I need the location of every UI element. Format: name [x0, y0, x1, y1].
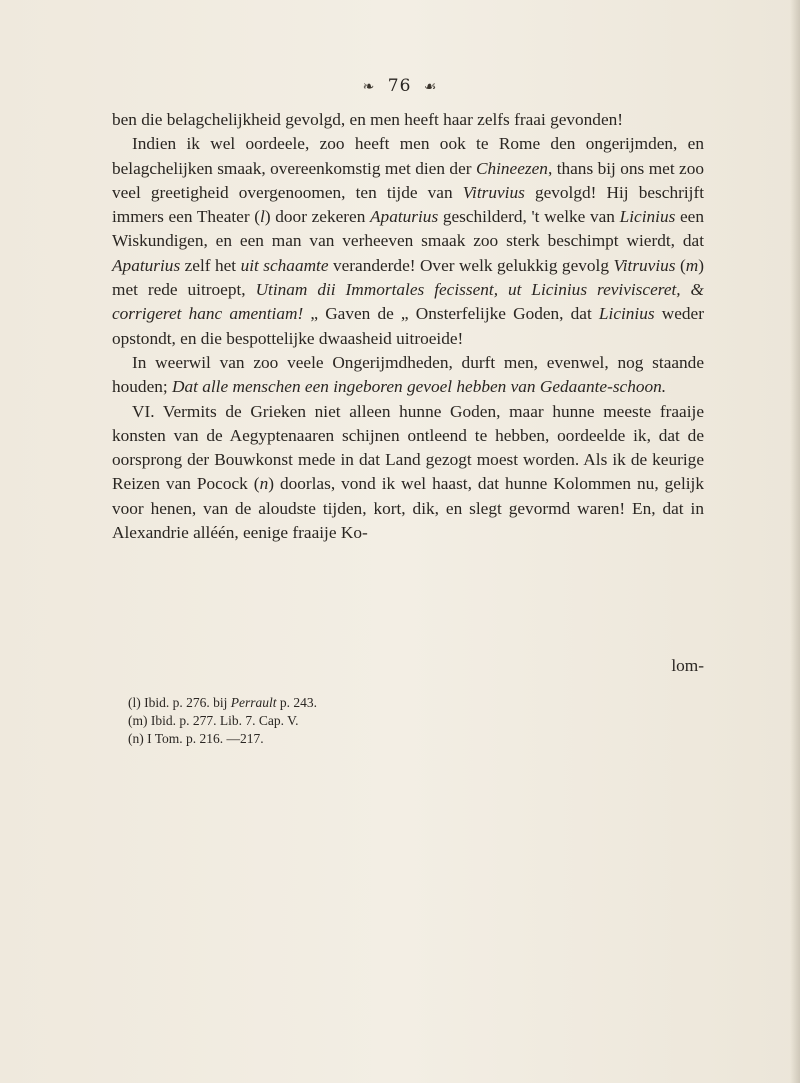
footnote-text: Ibid. p. 276. bij	[140, 695, 231, 710]
text-run: ) door zekeren	[264, 207, 370, 227]
body-text	[112, 108, 704, 545]
italic-text: Vitruvius	[613, 255, 676, 275]
italic-text: Dat alle menschen een ingeboren gevoel hebben van Gedaante-schoon.	[172, 377, 667, 397]
italic-text: l	[260, 207, 265, 227]
paragraph	[112, 400, 704, 546]
text-run: ) met rede uitroept,	[112, 255, 704, 300]
footnote	[128, 694, 688, 712]
text-run: In weerwil van zoo veele Ongerijmdheden, durft men, evenwel, nog staande houden;	[112, 352, 704, 397]
paragraph	[112, 351, 704, 400]
text-run: ben die belagchelijkheid gevolgd, en men heeft haar zelfs fraai gevonden!	[112, 110, 624, 129]
italic-text: Apaturius	[112, 255, 181, 275]
italic-text: Apaturius	[370, 207, 439, 227]
text-run: (	[675, 255, 686, 275]
text-run: geschilderd, 't welke van	[438, 207, 620, 227]
page-header	[0, 76, 800, 96]
ornament-left-icon: ❧	[362, 79, 376, 95]
footnote-text: Ibid. p. 277. Lib. 7. Cap. V.	[147, 713, 299, 728]
italic-text: Licinius	[619, 207, 676, 227]
footnote-mark: (m)	[128, 713, 148, 728]
text-run: ) doorlas, vond ik wel haast, dat hunne Kolommen nu, gelijk voor henen, van de aloudste tijden, kort, dik, en slegt gevormd waren! En, dat in Alexandrie alléén, eenige fraaije Ko-	[112, 474, 704, 543]
text-run: , thans bij ons met zoo veel greetigheid overgenoomen, ten tijde van	[112, 158, 705, 202]
footnote-italic: Perrault	[230, 695, 277, 710]
italic-text: uit schaamte	[240, 255, 329, 275]
ornament-right-icon: ☙	[423, 79, 438, 95]
text-run: zelf het	[180, 255, 241, 275]
paragraph	[112, 132, 704, 351]
paragraph	[112, 108, 704, 132]
footnotes	[128, 694, 688, 748]
italic-text: Chineezen	[475, 158, 548, 178]
footnote	[128, 730, 688, 748]
italic-text: n	[259, 474, 269, 494]
text-run: Indien ik wel oordeele, zoo heeft men ook te Rome den ongerijmden, en belagchelijken smaak, overeenkomstig met dien der	[112, 134, 704, 178]
footnote-mark: (n)	[128, 731, 144, 746]
italic-text: Vitruvius	[462, 182, 525, 202]
text-run: weder opstondt, en die bespottelijke dwaasheid uitroeide!	[112, 304, 704, 348]
text-run: een Wiskundigen, en een man van verheeven smaak zoo sterk beschimpt wierdt, dat	[112, 207, 704, 251]
text-run: veranderde! Over welk gelukkig gevolg	[328, 255, 614, 275]
catchword: lom-	[671, 656, 704, 675]
text-run: „ Gaven de „ Onsterfelijke Goden, dat	[303, 304, 599, 324]
italic-text: m	[685, 255, 699, 275]
footnote-mark: (l)	[128, 695, 141, 710]
footnote-rest: p. 243.	[276, 695, 317, 710]
footnote	[128, 712, 688, 730]
text-run: gevolgd! Hij beschrijft immers een Theater (	[112, 182, 704, 227]
text-run: VI. Vermits de Grieken niet alleen hunne Goden, maar hunne meeste fraaije konsten van de Aegyptenaaren schijnen ontleend te hebben, oordeelde ik, dat de oorsprong der Bouwkonst mede in dat Land gezogt moest worden. Als ik de keurige Reizen van Pocock (	[112, 401, 704, 494]
page-number: 76	[387, 76, 412, 96]
italic-text: Licinius	[598, 304, 655, 324]
footnote-text: I Tom. p. 216. —217.	[143, 731, 264, 746]
page-edge-shadow	[790, 0, 800, 1083]
italic-text: Utinam dii Immortales fecissent, ut Licinius revivisceret, & corrigeret hanc amentiam!	[112, 280, 705, 324]
